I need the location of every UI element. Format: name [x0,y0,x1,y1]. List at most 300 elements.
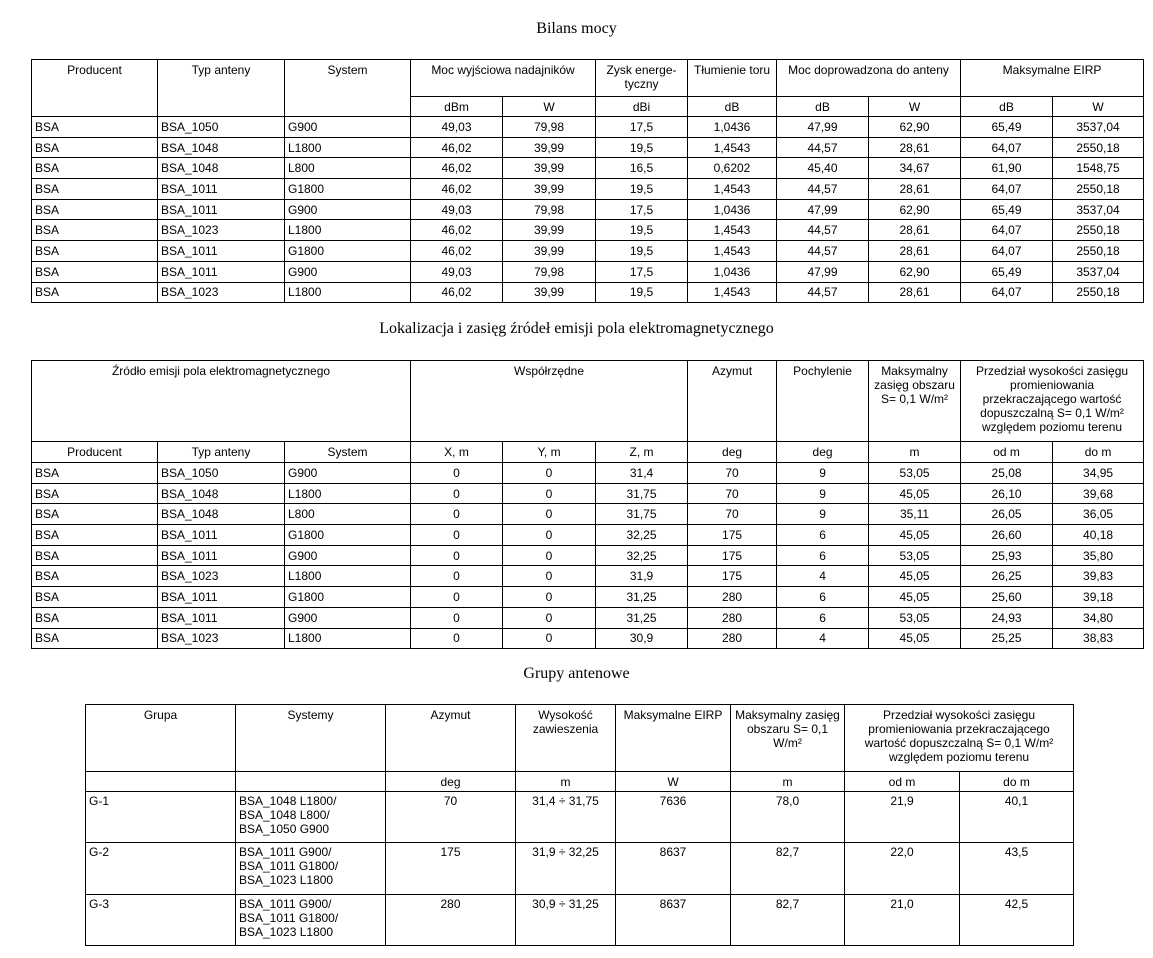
cell-moc-dopr-w: 28,61 [869,179,961,200]
cell-typ-anteny: BSA_1023 [158,282,285,303]
cell-eirp: 7636 [616,792,731,843]
cell-azymut: 70 [688,483,777,504]
cell-z: 31,75 [596,483,688,504]
cell-system: L1800 [285,483,411,504]
unit-cell: W [616,772,731,792]
cell-producent: BSA [32,607,158,628]
cell-zysk: 19,5 [596,241,688,262]
cell-grupa: G-1 [86,792,236,843]
cell-z: 32,25 [596,525,688,546]
cell-moc-w: 39,99 [503,282,596,303]
unit-cell: do m [960,772,1074,792]
cell-moc-dopr-db: 45,40 [777,158,869,179]
cell-z: 30,9 [596,628,688,649]
table-row [32,261,1144,282]
subheader-cell: do m [1053,442,1144,463]
grupy-units-row [86,772,1074,792]
cell-typ-anteny: BSA_1023 [158,566,285,587]
table-row [32,220,1144,241]
cell-moc-dopr-db: 47,99 [777,261,869,282]
cell-moc-dopr-w: 62,90 [869,117,961,138]
table-row [32,566,1144,587]
cell-zysk: 17,5 [596,261,688,282]
cell-typ-anteny: BSA_1011 [158,199,285,220]
cell-typ-anteny: BSA_1011 [158,241,285,262]
cell-tlumienie: 1,4543 [688,282,777,303]
cell-z: 31,9 [596,566,688,587]
cell-y: 0 [503,545,596,566]
cell-tlumienie: 1,0436 [688,117,777,138]
cell-system: G900 [285,199,411,220]
cell-eirp-db: 64,07 [961,137,1053,158]
cell-do-m: 38,83 [1053,628,1144,649]
subheader-cell: deg [688,442,777,463]
cell-eirp: 8637 [616,843,731,894]
header-wspolrzedne: Współrzędne [411,361,688,442]
system-line: BSA_1023 L1800 [239,873,334,888]
cell-systemy [236,894,386,945]
unit-cell: W [869,97,961,117]
cell-maks-zasieg: 45,05 [869,483,961,504]
cell-typ-anteny: BSA_1023 [158,628,285,649]
cell-maks-zasieg: 53,05 [869,607,961,628]
subheader-cell: Y, m [503,442,596,463]
cell-wysokosc: 31,9 ÷ 32,25 [516,843,616,894]
cell-z: 31,25 [596,587,688,608]
cell-eirp-w: 1548,75 [1053,158,1144,179]
cell-maks-zasieg: 82,7 [731,843,845,894]
cell-moc-dopr-db: 44,57 [777,220,869,241]
cell-moc-dopr-w: 62,90 [869,261,961,282]
unit-cell: dB [688,97,777,117]
cell-system: L800 [285,158,411,179]
cell-pochylenie: 6 [777,587,869,608]
cell-eirp-w: 2550,18 [1053,220,1144,241]
cell-eirp-db: 64,07 [961,179,1053,200]
cell-typ-anteny: BSA_1011 [158,179,285,200]
cell-eirp: 8637 [616,894,731,945]
cell-x: 0 [411,545,503,566]
header-moc-wyjsciowa: Moc wyjściowa nadajników [411,60,596,97]
cell-azymut: 70 [688,504,777,525]
subheader-cell: Z, m [596,442,688,463]
cell-do-m: 40,1 [960,792,1074,843]
cell-moc-dopr-w: 34,67 [869,158,961,179]
cell-moc-dbm: 46,02 [411,179,503,200]
cell-azymut: 175 [386,843,516,894]
cell-pochylenie: 6 [777,525,869,546]
cell-moc-dopr-w: 28,61 [869,282,961,303]
system-line: BSA_1011 G900/ [239,845,332,860]
header-moc-doprowadzona: Moc doprowadzona do anteny [777,60,961,97]
cell-azymut: 175 [688,525,777,546]
unit-cell: W [503,97,596,117]
cell-eirp-w: 2550,18 [1053,137,1144,158]
cell-maks-zasieg: 78,0 [731,792,845,843]
cell-system: G1800 [285,241,411,262]
cell-zysk: 17,5 [596,199,688,220]
cell-system: L1800 [285,566,411,587]
cell-moc-dopr-w: 28,61 [869,241,961,262]
cell-y: 0 [503,587,596,608]
cell-typ-anteny: BSA_1011 [158,607,285,628]
bilans-body [32,117,1144,303]
unit-cell: m [516,772,616,792]
cell-moc-dopr-w: 62,90 [869,199,961,220]
cell-od-m: 26,10 [961,483,1053,504]
cell-maks-zasieg: 35,11 [869,504,961,525]
cell-system: G1800 [285,587,411,608]
cell-wysokosc: 31,4 ÷ 31,75 [516,792,616,843]
cell-systemy [236,792,386,843]
header-systemy: Systemy [236,705,386,772]
header-maks-zasieg: Maksymalny zasięg obszaru S= 0,1 W/m² [731,705,845,772]
table-row [86,894,1074,945]
cell-od-m: 26,25 [961,566,1053,587]
header-azymut: Azymut [688,361,777,442]
cell-do-m: 39,18 [1053,587,1144,608]
cell-azymut: 280 [688,587,777,608]
cell-maks-zasieg: 82,7 [731,894,845,945]
cell-do-m: 34,80 [1053,607,1144,628]
cell-pochylenie: 6 [777,607,869,628]
cell-system: G900 [285,463,411,484]
cell-zysk: 17,5 [596,117,688,138]
cell-azymut: 280 [386,894,516,945]
cell-moc-dbm: 46,02 [411,282,503,303]
cell-systemy [236,843,386,894]
table-row [32,117,1144,138]
cell-od-m: 26,60 [961,525,1053,546]
cell-moc-dbm: 46,02 [411,158,503,179]
cell-od-m: 22,0 [845,843,960,894]
cell-tlumienie: 1,4543 [688,137,777,158]
cell-producent: BSA [32,158,158,179]
cell-producent: BSA [32,463,158,484]
cell-eirp-db: 65,49 [961,199,1053,220]
cell-azymut: 280 [688,607,777,628]
cell-z: 31,4 [596,463,688,484]
table-row [32,158,1144,179]
lokalizacja-body [32,463,1144,649]
cell-moc-dopr-db: 47,99 [777,199,869,220]
unit-cell: W [1053,97,1144,117]
table-row [32,463,1144,484]
cell-pochylenie: 4 [777,566,869,587]
unit-cell: dB [777,97,869,117]
table-row [32,607,1144,628]
cell-x: 0 [411,587,503,608]
cell-maks-zasieg: 45,05 [869,587,961,608]
cell-typ-anteny: BSA_1011 [158,545,285,566]
cell-moc-dopr-db: 44,57 [777,137,869,158]
cell-y: 0 [503,463,596,484]
cell-od-m: 21,9 [845,792,960,843]
table-row [32,504,1144,525]
subheader-cell: Producent [32,442,158,463]
header-typ-anteny: Typ anteny [158,60,285,117]
cell-system: G1800 [285,525,411,546]
cell-x: 0 [411,628,503,649]
unit-cell [86,772,236,792]
lokalizacja-subheader-row [32,442,1144,463]
header-pochylenie: Pochylenie [777,361,869,442]
cell-azymut: 175 [688,566,777,587]
cell-od-m: 24,93 [961,607,1053,628]
cell-x: 0 [411,463,503,484]
cell-moc-w: 39,99 [503,220,596,241]
system-line: BSA_1023 L1800 [239,924,334,939]
table-row [32,628,1144,649]
cell-y: 0 [503,483,596,504]
cell-moc-w: 39,99 [503,241,596,262]
cell-do-m: 34,95 [1053,463,1144,484]
header-przedzial-wysokosci: Przedział wysokości zasięgu promieniowania przekraczającego wartość dopuszczalną S= 0,1 W/m² względem poziomu terenu [961,361,1144,442]
cell-producent: BSA [32,241,158,262]
cell-x: 0 [411,483,503,504]
unit-cell: dBm [411,97,503,117]
table-row [32,282,1144,303]
cell-producent: BSA [32,261,158,282]
lokalizacja-title: Lokalizacja i zasięg źródeł emisji pola elektromagnetycznego [379,320,774,337]
cell-moc-dbm: 46,02 [411,241,503,262]
cell-do-m: 39,68 [1053,483,1144,504]
unit-cell: od m [845,772,960,792]
subheader-cell: m [869,442,961,463]
subheader-cell: deg [777,442,869,463]
lokalizacja-table [31,360,1144,649]
table-row [86,843,1074,894]
cell-azymut: 175 [688,545,777,566]
cell-eirp-w: 2550,18 [1053,241,1144,262]
cell-grupa: G-3 [86,894,236,945]
cell-y: 0 [503,607,596,628]
cell-eirp-w: 3537,04 [1053,117,1144,138]
cell-system: G900 [285,607,411,628]
header-przedzial-wysokosci: Przedział wysokości zasięgu promieniowania przekraczającego wartość dopuszczalną S= 0,1 W/m² względem poziomu terenu [845,705,1074,772]
cell-moc-dopr-w: 28,61 [869,137,961,158]
cell-z: 32,25 [596,545,688,566]
unit-cell [236,772,386,792]
cell-moc-dbm: 49,03 [411,117,503,138]
cell-x: 0 [411,607,503,628]
cell-system: G1800 [285,179,411,200]
cell-maks-zasieg: 45,05 [869,525,961,546]
cell-grupa: G-2 [86,843,236,894]
cell-zysk: 16,5 [596,158,688,179]
cell-zysk: 19,5 [596,179,688,200]
cell-od-m: 25,60 [961,587,1053,608]
cell-tlumienie: 1,4543 [688,179,777,200]
cell-system: G900 [285,545,411,566]
header-zysk: Zysk energe-tyczny [596,60,688,97]
cell-moc-dopr-db: 47,99 [777,117,869,138]
cell-producent: BSA [32,220,158,241]
cell-od-m: 25,93 [961,545,1053,566]
cell-moc-dopr-db: 44,57 [777,241,869,262]
cell-moc-dopr-w: 28,61 [869,220,961,241]
header-grupa: Grupa [86,705,236,772]
cell-moc-dbm: 46,02 [411,220,503,241]
header-zrodlo-emisji: Źródło emisji pola elektromagnetycznego [32,361,411,442]
cell-system: L1800 [285,137,411,158]
cell-typ-anteny: BSA_1011 [158,587,285,608]
cell-producent: BSA [32,179,158,200]
cell-system: L1800 [285,220,411,241]
table-row [32,179,1144,200]
cell-system: G900 [285,261,411,282]
bilans-mocy-table [31,59,1144,303]
cell-moc-w: 39,99 [503,137,596,158]
cell-x: 0 [411,525,503,546]
cell-tlumienie: 0,6202 [688,158,777,179]
cell-y: 0 [503,566,596,587]
cell-z: 31,75 [596,504,688,525]
cell-maks-zasieg: 45,05 [869,566,961,587]
cell-producent: BSA [32,566,158,587]
cell-moc-w: 79,98 [503,261,596,282]
cell-producent: BSA [32,137,158,158]
table-row [32,587,1144,608]
cell-pochylenie: 6 [777,545,869,566]
cell-typ-anteny: BSA_1048 [158,137,285,158]
cell-tlumienie: 1,0436 [688,199,777,220]
grupy-antenowe-table [85,704,1074,946]
subheader-cell: X, m [411,442,503,463]
cell-producent: BSA [32,199,158,220]
cell-do-m: 36,05 [1053,504,1144,525]
cell-producent: BSA [32,117,158,138]
cell-moc-dopr-db: 44,57 [777,179,869,200]
cell-moc-dopr-db: 44,57 [777,282,869,303]
unit-cell: deg [386,772,516,792]
cell-system: L1800 [285,282,411,303]
cell-moc-w: 39,99 [503,158,596,179]
cell-eirp-w: 2550,18 [1053,179,1144,200]
cell-moc-dbm: 49,03 [411,261,503,282]
cell-do-m: 40,18 [1053,525,1144,546]
cell-moc-dbm: 46,02 [411,137,503,158]
cell-x: 0 [411,566,503,587]
header-system: System [285,60,411,117]
bilans-title: Bilans mocy [536,20,617,37]
cell-tlumienie: 1,4543 [688,220,777,241]
cell-system: L800 [285,504,411,525]
unit-cell: m [731,772,845,792]
cell-typ-anteny: BSA_1011 [158,261,285,282]
grupy-title: Grupy antenowe [523,665,630,682]
cell-wysokosc: 30,9 ÷ 31,25 [516,894,616,945]
cell-do-m: 43,5 [960,843,1074,894]
cell-pochylenie: 4 [777,628,869,649]
cell-od-m: 21,0 [845,894,960,945]
cell-typ-anteny: BSA_1048 [158,483,285,504]
cell-maks-zasieg: 45,05 [869,628,961,649]
cell-producent: BSA [32,545,158,566]
cell-eirp-db: 64,07 [961,220,1053,241]
header-producent: Producent [32,60,158,117]
cell-y: 0 [503,628,596,649]
cell-azymut: 70 [386,792,516,843]
cell-producent: BSA [32,282,158,303]
system-line: BSA_1048 L800/ [239,808,330,822]
cell-typ-anteny: BSA_1048 [158,158,285,179]
cell-system: L1800 [285,628,411,649]
cell-x: 0 [411,504,503,525]
cell-typ-anteny: BSA_1050 [158,463,285,484]
table-row [86,792,1074,843]
cell-typ-anteny: BSA_1050 [158,117,285,138]
cell-zysk: 19,5 [596,137,688,158]
cell-typ-anteny: BSA_1023 [158,220,285,241]
cell-eirp-db: 61,90 [961,158,1053,179]
system-line: BSA_1050 G900 [239,822,330,836]
cell-eirp-w: 3537,04 [1053,199,1144,220]
cell-zysk: 19,5 [596,282,688,303]
subheader-cell: od m [961,442,1053,463]
cell-od-m: 25,08 [961,463,1053,484]
cell-do-m: 39,83 [1053,566,1144,587]
table-row [32,241,1144,262]
subheader-cell: System [285,442,411,463]
cell-od-m: 26,05 [961,504,1053,525]
cell-moc-dbm: 49,03 [411,199,503,220]
cell-moc-w: 39,99 [503,179,596,200]
cell-z: 31,25 [596,607,688,628]
subheader-cell: Typ anteny [158,442,285,463]
cell-maks-zasieg: 53,05 [869,463,961,484]
system-line: BSA_1011 G1800/ [239,910,339,925]
cell-y: 0 [503,525,596,546]
header-maks-zasieg: Maksymalny zasięg obszaru S= 0,1 W/m² [869,361,961,442]
header-max-eirp: Maksymalne EIRP [616,705,731,772]
cell-pochylenie: 9 [777,463,869,484]
cell-producent: BSA [32,525,158,546]
cell-maks-zasieg: 53,05 [869,545,961,566]
cell-eirp-w: 3537,04 [1053,261,1144,282]
header-wysokosc-zawieszenia: Wysokość zawieszenia [516,705,616,772]
table-row [32,137,1144,158]
unit-cell: dBi [596,97,688,117]
unit-cell: dB [961,97,1053,117]
cell-producent: BSA [32,628,158,649]
grupy-body [86,792,1074,946]
system-line: BSA_1011 G900/ [239,896,332,911]
cell-typ-anteny: BSA_1011 [158,525,285,546]
table-row [32,545,1144,566]
table-row [32,525,1144,546]
cell-system: G900 [285,117,411,138]
cell-eirp-db: 64,07 [961,241,1053,262]
header-azymut: Azymut [386,705,516,772]
cell-do-m: 42,5 [960,894,1074,945]
cell-od-m: 25,25 [961,628,1053,649]
cell-zysk: 19,5 [596,220,688,241]
cell-tlumienie: 1,4543 [688,241,777,262]
cell-moc-w: 79,98 [503,199,596,220]
system-line: BSA_1048 L1800/ [239,794,337,808]
cell-eirp-db: 64,07 [961,282,1053,303]
cell-y: 0 [503,504,596,525]
table-row [32,199,1144,220]
cell-typ-anteny: BSA_1048 [158,504,285,525]
header-max-eirp: Maksymalne EIRP [961,60,1144,97]
table-row [32,483,1144,504]
cell-eirp-w: 2550,18 [1053,282,1144,303]
header-tlumienie: Tłumienie toru [688,60,777,97]
cell-azymut: 70 [688,463,777,484]
cell-moc-w: 79,98 [503,117,596,138]
